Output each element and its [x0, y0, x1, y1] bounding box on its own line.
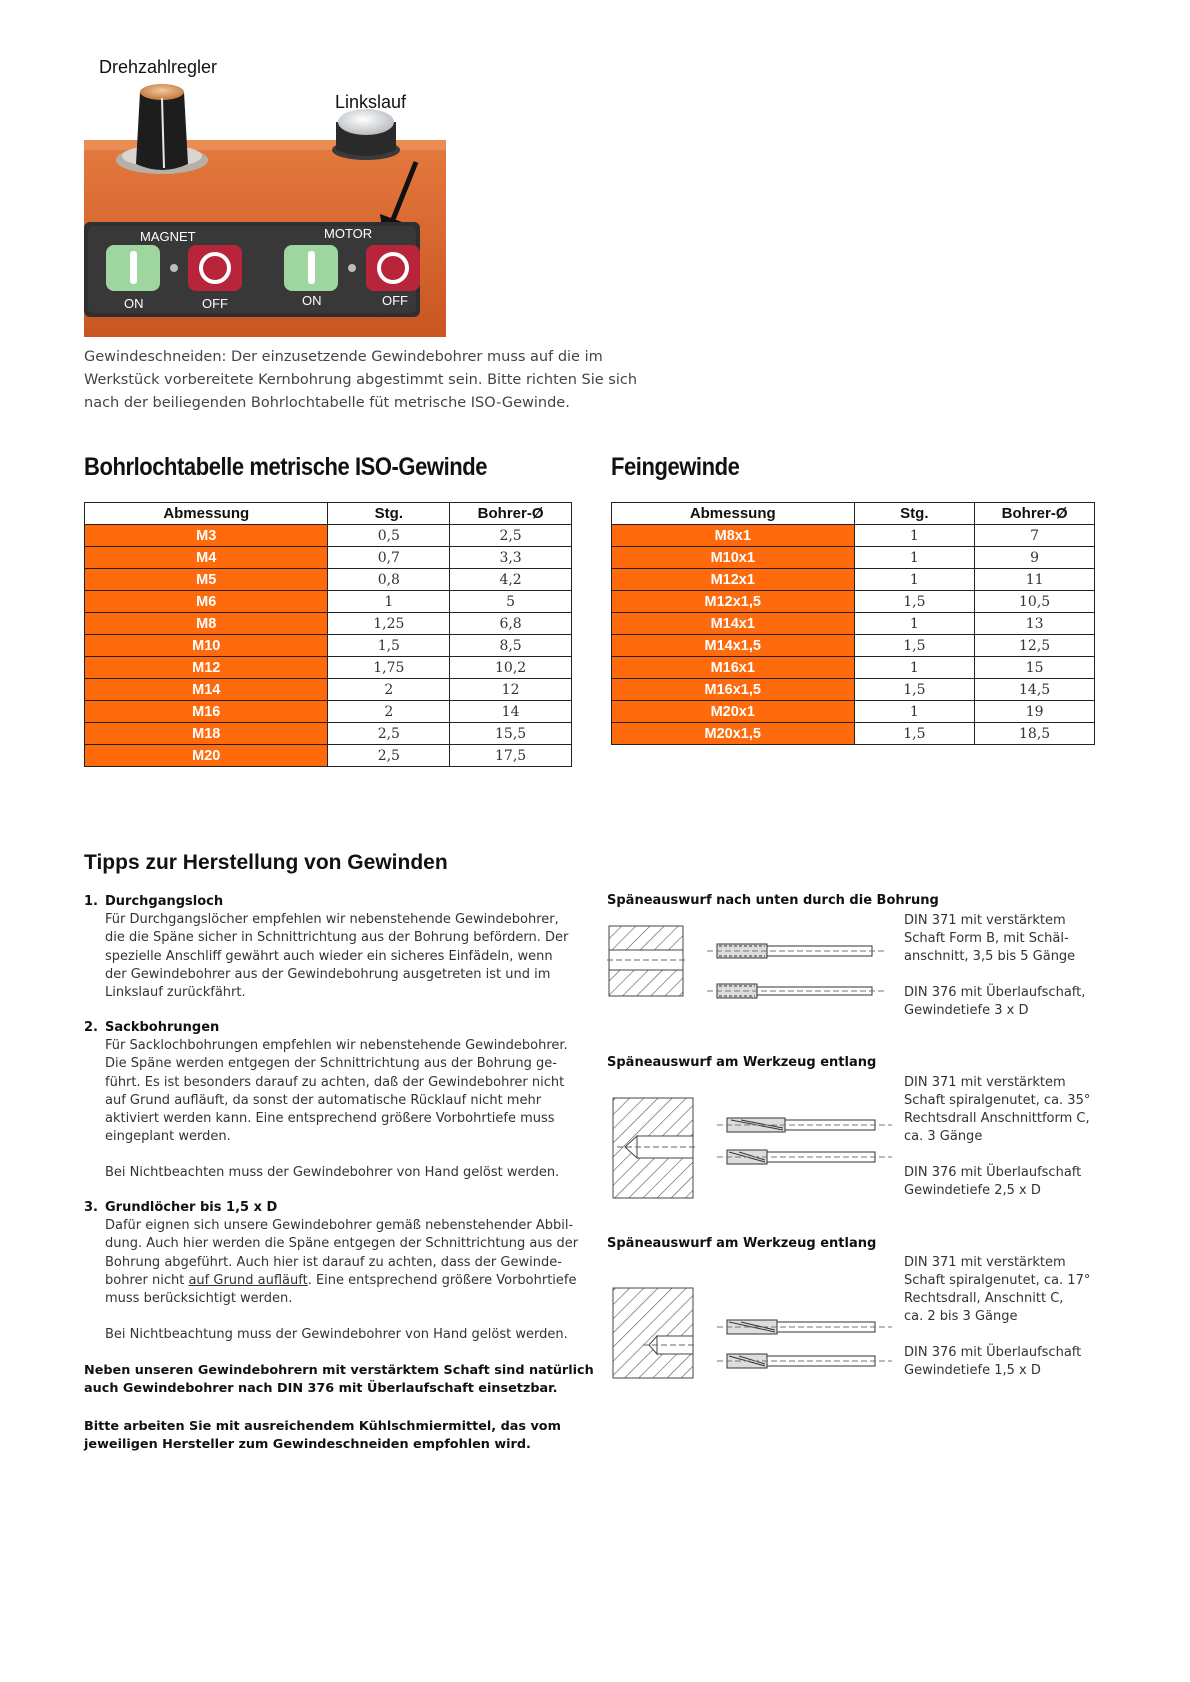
desc-line: DIN 376 mit Überlaufschaft,: [904, 985, 1086, 1000]
note-line: Neben unseren Gewindebohrern mit verstärktem Schaft sind natürlich: [84, 1363, 594, 1378]
column-header-drill: Bohrer-Ø: [975, 503, 1095, 525]
note-line: auch Gewindebohrer nach DIN 376 mit Überlaufschaft einsetzbar.: [84, 1381, 558, 1396]
tip-heading: Grundlöcher bis 1,5 x D: [105, 1200, 278, 1215]
table-row: [85, 613, 572, 635]
cell-pitch: 1: [854, 547, 975, 569]
diagram-desc-2a: [904, 1074, 1090, 1146]
table-row: [612, 657, 1095, 679]
tip-line: die die Späne sicher in Schnittrichtung aus der Bohrung befördern. Der: [105, 930, 569, 946]
blind-hole-tap-drawing: [607, 1092, 897, 1202]
column-header-drill: Bohrer-Ø: [450, 503, 572, 525]
cell-drill: 6,8: [450, 613, 572, 635]
cell-pitch: 1: [854, 569, 975, 591]
desc-line: Schaft spiralgenutet, ca. 17°: [904, 1273, 1091, 1288]
cell-size: M18: [85, 723, 328, 745]
table-row: [85, 525, 572, 547]
cell-size: M20x1: [612, 701, 855, 723]
magnet-label: MAGNET: [140, 229, 196, 244]
diagram-desc-1a: [904, 912, 1075, 966]
table-row: [612, 679, 1095, 701]
magnet-on-label: ON: [124, 296, 144, 311]
cell-drill: 2,5: [450, 525, 572, 547]
cell-drill: 17,5: [450, 745, 572, 767]
tips-title: Tipps zur Herstellung von Gewinden: [84, 851, 448, 874]
tip-line: muss berücksichtigt werden.: [105, 1291, 293, 1307]
table-row: [85, 569, 572, 591]
tip-heading: Sackbohrungen: [105, 1020, 220, 1035]
cell-drill: 13: [975, 613, 1095, 635]
cell-drill: 4,2: [450, 569, 572, 591]
tip-line: spezielle Anschliff gewährt auch wieder ein sicheres Einfädeln, wenn: [105, 948, 553, 964]
cell-drill: 15: [975, 657, 1095, 679]
cell-size: M10: [85, 635, 328, 657]
tip-number: 3.: [84, 1200, 98, 1215]
cell-drill: 8,5: [450, 635, 572, 657]
table-row: [612, 547, 1095, 569]
column-header-pitch: Stg.: [328, 503, 450, 525]
tip-line: Für Durchgangslöcher empfehlen wir nebenstehende Gewindebohrer,: [105, 912, 559, 928]
tip-note: Bei Nichtbeachten muss der Gewindebohrer von Hand gelöst werden.: [105, 1165, 560, 1181]
desc-line: ca. 3 Gänge: [904, 1129, 983, 1144]
cell-drill: 12: [450, 679, 572, 701]
cell-drill: 10,5: [975, 591, 1095, 613]
tip-line-end: . Eine entsprechend größere Vorbohrtiefe: [307, 1272, 577, 1288]
cell-pitch: 0,5: [328, 525, 450, 547]
cell-drill: 18,5: [975, 723, 1095, 745]
table-row: [85, 701, 572, 723]
motor-label: MOTOR: [324, 226, 373, 241]
cell-pitch: 1: [328, 591, 450, 613]
desc-line: DIN 371 mit verstärktem: [904, 1075, 1066, 1090]
fine-thread-table: [611, 502, 1095, 745]
diagram-title-2: Späneauswurf am Werkzeug entlang: [607, 1055, 877, 1070]
table-row: [85, 591, 572, 613]
desc-line: Rechtsdrall, Anschnitt C,: [904, 1291, 1064, 1306]
cell-drill: 15,5: [450, 723, 572, 745]
cell-size: M10x1: [612, 547, 855, 569]
diagram-desc-3b: [904, 1344, 1081, 1380]
control-panel-photo: [84, 52, 446, 337]
tip-line: Dafür eignen sich unsere Gewindebohrer gemäß nebenstehender Abbil-: [105, 1218, 574, 1234]
cell-size: M16x1,5: [612, 679, 855, 701]
cell-drill: 9: [975, 547, 1095, 569]
cell-pitch: 1: [854, 701, 975, 723]
table-header-row: [85, 503, 572, 525]
table-row: [85, 723, 572, 745]
cell-pitch: 2: [328, 679, 450, 701]
cell-size: M6: [85, 591, 328, 613]
table-row: [85, 635, 572, 657]
column-header-size: Abmessung: [612, 503, 855, 525]
table-row: [85, 679, 572, 701]
diagram-desc-1b: [904, 984, 1085, 1020]
bottom-hole-tap-drawing: [607, 1282, 897, 1392]
cell-drill: 12,5: [975, 635, 1095, 657]
cell-size: M16x1: [612, 657, 855, 679]
reverse-label: Linkslauf: [335, 92, 407, 112]
tip-line: führt. Es ist besonders darauf zu achten, daß der Gewindebohrer nicht: [105, 1074, 565, 1090]
table-row: [612, 525, 1095, 547]
caption-line: Gewindeschneiden: Der einzusetzende Gewindebohrer muss auf die im: [84, 349, 603, 365]
tip-line: der Gewindebohrer aus der Gewindebohrung ausgetreten ist und im: [105, 966, 551, 982]
underlined-phrase: auf Grund aufläuft: [188, 1272, 308, 1288]
tip-line: dung. Auch hier werden die Späne entgegen der Schnittrichtung aus der: [105, 1236, 579, 1252]
cell-drill: 5: [450, 591, 572, 613]
cell-drill: 14,5: [975, 679, 1095, 701]
cell-pitch: 1: [854, 657, 975, 679]
tip-line-start: bohrer nicht: [105, 1272, 189, 1288]
cell-pitch: 1: [854, 613, 975, 635]
cell-size: M4: [85, 547, 328, 569]
table-header-row: [612, 503, 1095, 525]
cell-drill: 19: [975, 701, 1095, 723]
cell-pitch: 0,7: [328, 547, 450, 569]
cell-size: M14: [85, 679, 328, 701]
desc-line: DIN 376 mit Überlaufschaft: [904, 1165, 1082, 1180]
table-row: [85, 657, 572, 679]
tip-heading: Durchgangsloch: [105, 894, 224, 909]
speed-controller-label: Drehzahlregler: [99, 57, 218, 77]
table-row: [612, 635, 1095, 657]
through-hole-tap-drawing: [607, 912, 897, 1012]
tip-line: Die Späne werden entgegen der Schnittrichtung aus der Bohrung ge-: [105, 1056, 557, 1072]
cell-pitch: 2,5: [328, 745, 450, 767]
desc-line: Gewindetiefe 2,5 x D: [904, 1183, 1041, 1198]
cell-size: M14x1,5: [612, 635, 855, 657]
cell-pitch: 1,25: [328, 613, 450, 635]
tip-line: Für Sacklochbohrungen empfehlen wir nebenstehende Gewindebohrer.: [105, 1038, 568, 1054]
motor-off-label: OFF: [382, 293, 408, 308]
tip-line: Linkslauf zurückfährt.: [105, 985, 246, 1001]
table-row: [85, 745, 572, 767]
cell-pitch: 0,8: [328, 569, 450, 591]
cell-size: M12: [85, 657, 328, 679]
magnet-off-label: OFF: [202, 296, 228, 311]
iso-table-title: Bohrlochtabelle metrische ISO-Gewinde: [84, 453, 488, 481]
caption-line: Werkstück vorbereitete Kernbohrung abgestimmt sein. Bitte richten Sie sich: [84, 372, 638, 388]
cell-size: M5: [85, 569, 328, 591]
cell-pitch: 1,5: [854, 635, 975, 657]
diagram-title-1: Späneauswurf nach unten durch die Bohrung: [607, 893, 939, 908]
cell-pitch: 1,5: [854, 679, 975, 701]
cell-pitch: 2: [328, 701, 450, 723]
cell-size: M12x1: [612, 569, 855, 591]
cell-drill: 3,3: [450, 547, 572, 569]
desc-line: ca. 2 bis 3 Gänge: [904, 1309, 1018, 1324]
cell-drill: 11: [975, 569, 1095, 591]
table-row: [612, 591, 1095, 613]
desc-line: Gewindetiefe 1,5 x D: [904, 1363, 1041, 1378]
iso-thread-table: [84, 502, 572, 767]
table-row: [612, 723, 1095, 745]
table-row: [85, 547, 572, 569]
desc-line: DIN 376 mit Überlaufschaft: [904, 1345, 1082, 1360]
cell-pitch: 2,5: [328, 723, 450, 745]
coolant-note: [84, 1418, 561, 1454]
desc-line: Schaft spiralgenutet, ca. 35°: [904, 1093, 1091, 1108]
cell-size: M8x1: [612, 525, 855, 547]
tip-line: Bohrung abgeführt. Auch hier ist darauf zu achten, dass der Gewinde-: [105, 1254, 562, 1270]
diagram-title-3: Späneauswurf am Werkzeug entlang: [607, 1236, 877, 1251]
desc-line: Rechtsdrall Anschnittform C,: [904, 1111, 1090, 1126]
table-row: [612, 613, 1095, 635]
cell-pitch: 1: [854, 525, 975, 547]
cell-pitch: 1,5: [854, 723, 975, 745]
cell-size: M12x1,5: [612, 591, 855, 613]
cell-drill: 7: [975, 525, 1095, 547]
motor-on-label: ON: [302, 293, 322, 308]
desc-line: Gewindetiefe 3 x D: [904, 1003, 1029, 1018]
diagram-desc-2b: [904, 1164, 1081, 1200]
cell-size: M3: [85, 525, 328, 547]
cell-drill: 14: [450, 701, 572, 723]
desc-line: Schaft Form B, mit Schäl-: [904, 931, 1069, 946]
tip-item-1: [84, 893, 584, 1002]
fine-table-title: Feingewinde: [611, 453, 740, 481]
tip-number: 1.: [84, 894, 98, 909]
tip-number: 2.: [84, 1020, 98, 1035]
desc-line: DIN 371 mit verstärktem: [904, 913, 1066, 928]
caption-line: nach der beiliegenden Bohrlochtabelle füt metrische ISO-Gewinde.: [84, 395, 570, 411]
tip-line: aktiviert werden kann. Eine entsprechend größere Vorbohrtiefe muss: [105, 1111, 555, 1127]
cell-size: M16: [85, 701, 328, 723]
tip-line: auf Grund aufläuft, da sonst der automatische Rücklauf nicht mehr: [105, 1092, 542, 1108]
tip-line: [105, 1272, 584, 1290]
desc-line: DIN 371 mit verstärktem: [904, 1255, 1066, 1270]
cell-size: M20: [85, 745, 328, 767]
cell-pitch: 1,75: [328, 657, 450, 679]
cell-size: M14x1: [612, 613, 855, 635]
diagram-desc-3a: [904, 1254, 1090, 1326]
tip-item-2: [84, 1019, 584, 1183]
note-line: Bitte arbeiten Sie mit ausreichendem Kühlschmiermittel, das vom: [84, 1419, 561, 1434]
desc-line: anschnitt, 3,5 bis 5 Gänge: [904, 949, 1076, 964]
table-row: [612, 701, 1095, 723]
tip-note: Bei Nichtbeachtung muss der Gewindebohrer von Hand gelöst werden.: [105, 1327, 568, 1343]
cell-pitch: 1,5: [854, 591, 975, 613]
note-line: jeweiligen Hersteller zum Gewindeschneiden empfohlen wird.: [84, 1437, 531, 1452]
tip-line: eingeplant werden.: [105, 1129, 231, 1145]
tip-item-3: [84, 1199, 584, 1344]
photo-caption: [84, 346, 637, 415]
table-row: [612, 569, 1095, 591]
column-header-pitch: Stg.: [854, 503, 975, 525]
din376-note: [84, 1362, 594, 1398]
column-header-size: Abmessung: [85, 503, 328, 525]
cell-drill: 10,2: [450, 657, 572, 679]
cell-pitch: 1,5: [328, 635, 450, 657]
cell-size: M20x1,5: [612, 723, 855, 745]
cell-size: M8: [85, 613, 328, 635]
